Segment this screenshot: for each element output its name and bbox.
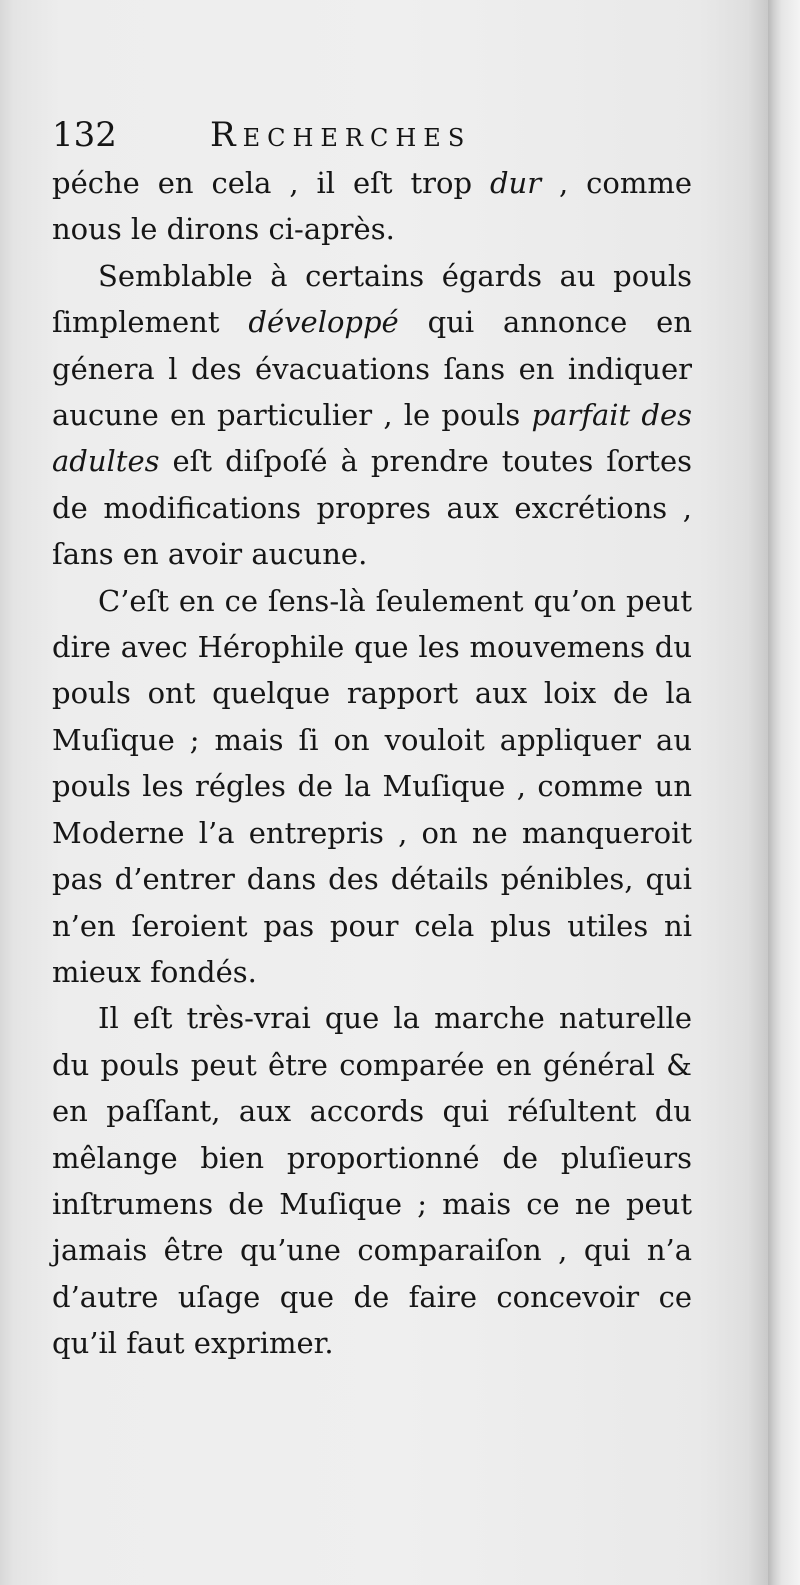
- page-header: [52, 112, 552, 158]
- text-run: Semblable à certains égards au pouls ſimplement: [52, 258, 692, 340]
- paragraph-1: [52, 160, 692, 253]
- text-run: eſt diſpoſé à prendre toutes ſortes de modifications propres aux excrétions , ſans en avoir aucune.: [52, 444, 692, 572]
- text-run: péche en cela , il eſt trop: [52, 166, 490, 200]
- italic-run: parfait des adultes: [52, 398, 692, 479]
- running-title: Recherches: [210, 115, 472, 155]
- text-run: C’eſt en ce ſens-là ſeulement qu’on peut dire avec Hérophile que les mouvemens du pouls ont quelque rapport aux loix de la Muſique ; mais ſi on vouloit appliquer au pouls les régles de la Muſique , comme un Moderne l’a entrepris , on ne manqueroit pas d’entrer dans des détails pénibles, qui n’en ſeroient pas pour cela plus utiles ni mieux fondés.: [52, 583, 692, 989]
- book-gutter: [768, 0, 800, 1585]
- page-number: 132: [52, 115, 117, 155]
- paragraph-4: [52, 995, 692, 1366]
- text-run: , comme nous le dirons ci-après.: [52, 166, 692, 247]
- paragraph-3: [52, 578, 692, 996]
- text-run: Il eſt très-vrai que la marche naturelle du pouls peut être comparée en général & en paſſant, aux accords qui réſultent du mêlange bien proportionné de pluſieurs inſtrumens de Muſique ; mais ce ne peut jamais être qu’une comparaiſon , qui n’a d’autre uſage que de faire concevoir ce qu’il faut exprimer.: [52, 1001, 692, 1361]
- italic-run: dur: [489, 166, 542, 200]
- text-run: qui annonce en génera l des évacuations ſans en indiquer aucune en particulier , le pouls: [52, 305, 692, 433]
- body-text: [52, 160, 692, 1367]
- italic-run: développé: [248, 305, 399, 340]
- paragraph-2: [52, 253, 692, 578]
